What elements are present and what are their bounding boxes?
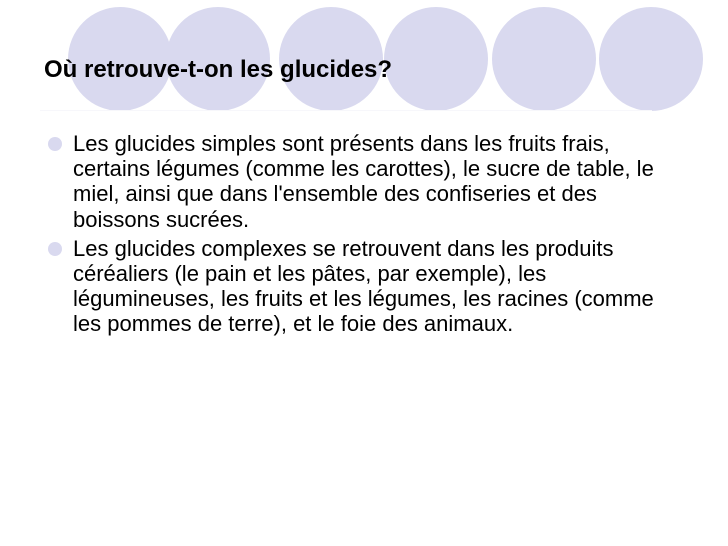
filled-circle-bullet-icon [48, 137, 62, 151]
slide-title: Où retrouve-t-on les glucides? [44, 56, 393, 83]
decorative-circle-icon [384, 7, 488, 111]
decorative-circle-icon [599, 7, 703, 111]
bullet-list [47, 131, 687, 341]
bullet-item [47, 131, 687, 232]
decorative-circle-icon [492, 7, 596, 111]
bullet-text: Les glucides simples sont présents dans les fruits frais, certains légumes (comme les carottes), le sucre de table, le miel, ainsi que dans l'ensemble des confiseries et des boissons sucrées. [73, 131, 654, 232]
bullet-text: Les glucides complexes se retrouvent dans les produits céréaliers (le pain et les pâtes, par exemple), les légumineuses, les fruits et les légumes, les racines (comme les pommes de terre), et le foie des animaux. [73, 235, 654, 337]
bullet-item [47, 236, 687, 337]
title-divider [40, 110, 652, 111]
filled-circle-bullet-icon [48, 242, 62, 256]
